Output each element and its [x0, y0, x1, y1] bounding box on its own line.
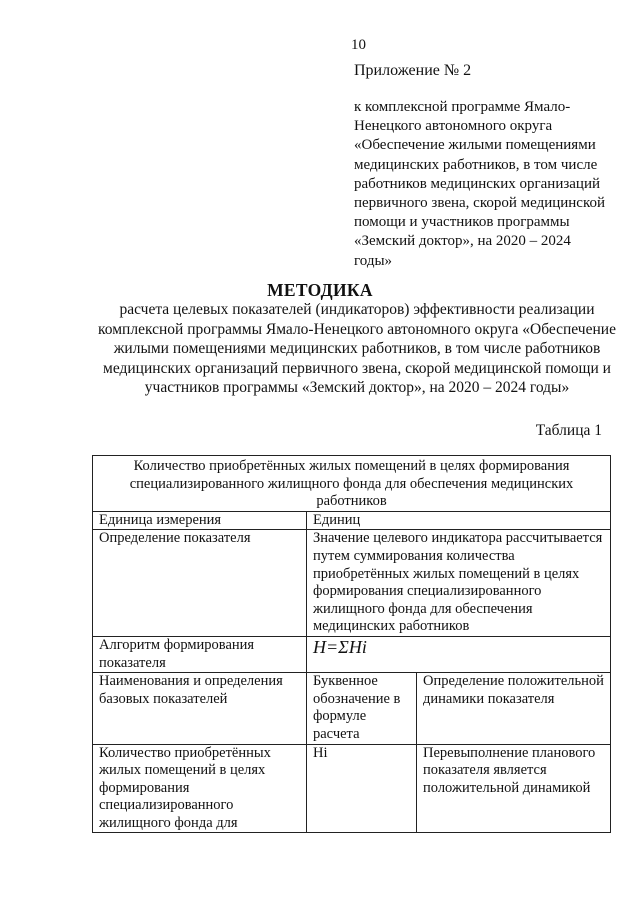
- table-row-indicator: [93, 744, 611, 833]
- appendix-line: медицинских работников, в том числе: [354, 156, 598, 173]
- indicator-table: [92, 455, 611, 833]
- appendix-line: первичного звена, скорой медицинской: [354, 195, 606, 212]
- column-symbol-cell: Буквенное обозначение в формуле расчета: [307, 673, 417, 744]
- table-row-unit: [93, 511, 611, 530]
- table-label: Таблица 1: [535, 422, 602, 439]
- indicator-symbol-cell: Hi: [307, 744, 417, 833]
- table-header-row: [93, 456, 611, 512]
- appendix-line: Ненецкого автономного округа: [354, 118, 553, 135]
- table-row-columns: [93, 673, 611, 744]
- table-header-cell: Количество приобретённых жилых помещений в целях формирования специализированного жилищного фонда для обеспечения медицинских работников: [93, 456, 611, 512]
- appendix-line: «Земский доктор», на 2020 – 2024: [354, 233, 571, 250]
- definition-value-cell: Значение целевого индикатора рассчитывается путем суммирования количества приобретённых жилых помещений в целях формирования специализированного жилищного фонда для обеспечения медицинских работников: [307, 530, 611, 637]
- indicator-name-cell: Количество приобретённых жилых помещений в целях формирования специализированного жилищного фонда для: [93, 744, 307, 833]
- indicator-dynamics-cell: Перевыполнение планового показателя является положительной динамикой: [417, 744, 611, 833]
- appendix-subtitle: [354, 98, 616, 271]
- column-dynamics-cell: Определение положительной динамики показателя: [417, 673, 611, 744]
- algorithm-formula-cell: H=ΣHi: [307, 636, 611, 672]
- subtitle-line: жилыми помещениями медицинских работников, в том числе работников: [113, 340, 601, 358]
- appendix-line: годы»: [354, 252, 393, 269]
- subtitle-line: участников программы «Земский доктор», на 2020 – 2024 годы»: [144, 379, 570, 397]
- appendix-line: работников медицинских организаций: [354, 175, 601, 192]
- subtitle-line: расчета целевых показателей (индикаторов) эффективности реализации: [119, 301, 595, 318]
- appendix-line: помощи и участников программы: [354, 214, 570, 231]
- appendix-title: Приложение № 2: [354, 62, 472, 79]
- definition-label-cell: Определение показателя: [93, 530, 307, 637]
- page-number: 10: [351, 37, 366, 53]
- column-names-cell: Наименования и определения базовых показателей: [93, 673, 307, 744]
- appendix-line: к комплексной программе Ямало-: [354, 99, 571, 115]
- document-title: МЕТОДИКА: [267, 280, 373, 300]
- unit-value-cell: Единиц: [307, 511, 611, 530]
- document-subtitle: [92, 300, 622, 398]
- appendix-line: «Обеспечение жилыми помещениями: [354, 137, 596, 154]
- subtitle-line: комплексной программы Ямало-Ненецкого автономного округа «Обеспечение: [98, 320, 616, 338]
- algorithm-label-cell: Алгоритм формирования показателя: [93, 636, 307, 672]
- subtitle-line: медицинских организаций первичного звена, скорой медицинской помощи и: [103, 359, 611, 377]
- table-row-algorithm: [93, 636, 611, 672]
- table-row-definition: [93, 530, 611, 637]
- unit-label-cell: Единица измерения: [93, 511, 307, 530]
